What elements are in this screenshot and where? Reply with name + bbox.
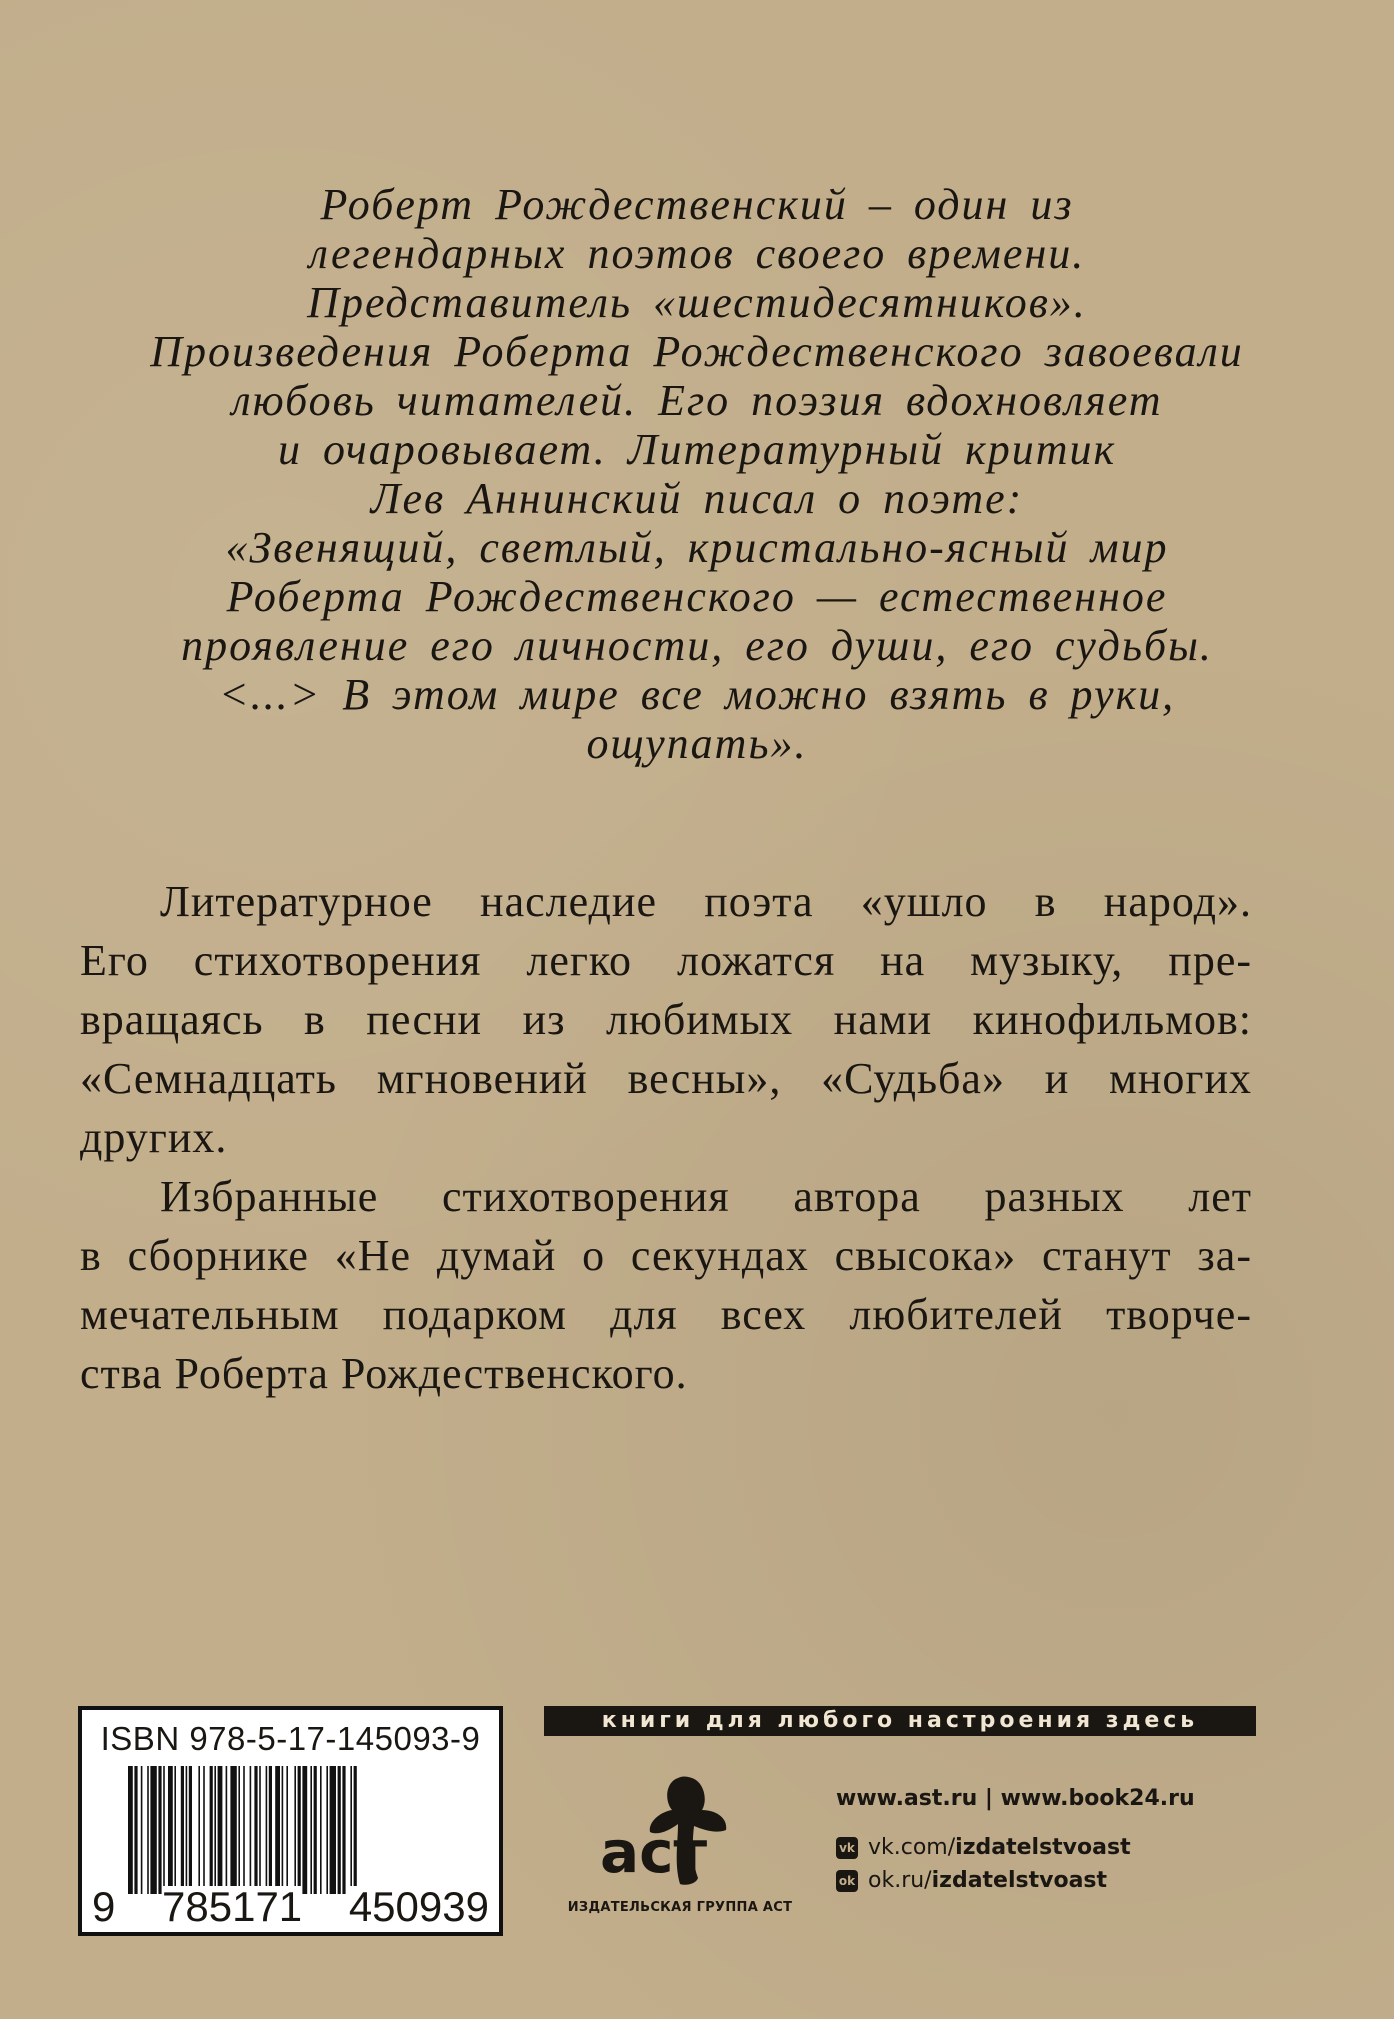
description-line: других. [80,1113,228,1162]
vk-icon: vk [836,1837,858,1859]
book-description [80,872,1252,1403]
quote-line: <...> В этом мире все можно взять в руки, [218,670,1176,719]
publisher-caption: ИЗДАТЕЛЬСКАЯ ГРУППА АСТ [567,1900,793,1915]
isbn-barcode [78,1706,503,1936]
logo-text: аст [600,1818,708,1886]
description-line: Его стихотворения легко ложатся на музыку, пре- [80,936,1252,985]
website-links[interactable]: www.ast.ru | www.book24.ru [836,1786,1195,1811]
description-line: Избранные стихотворения автора разных лет [160,1172,1252,1221]
barcode-digit-group: 9 [92,1883,116,1930]
tagline-banner: книги для любого настроения здесь [544,1706,1256,1736]
quote-line: легендарных поэтов своего времени. [308,229,1086,278]
quote-line: «Звенящий, светлый, кристально-ясный мир [225,523,1169,572]
vk-handle: izdatelstvoast [955,1835,1131,1860]
ok-handle: izdatelstvoast [931,1868,1108,1893]
author-quote [70,180,1324,768]
quote-line: и очаровывает. Литературный критик [277,425,1117,474]
ok-icon: ok [836,1870,858,1892]
quote-line: любовь читателей. Его поэзия вдохновляет [231,376,1163,425]
quote-line: Представитель «шестидесятников». [307,278,1087,327]
barcode-bars [128,1766,453,1894]
quote-line: проявление его личности, его души, его судьбы. [181,621,1213,670]
isbn-label: ISBN 978-5-17-145093-9 [100,1720,481,1757]
description-line: вращаясь в песни из любимых нами кинофильмов: [80,995,1252,1044]
barcode-digit-group: 450939 [348,1883,489,1930]
barcode-digits [92,1883,489,1930]
quote-line: Роберт Рождественский – один из [320,180,1074,229]
description-line: Литературное наследие поэта «ушло в народ». [160,877,1252,926]
description-line: «Семнадцать мгновений весны», «Судьба» и многих [80,1054,1252,1103]
vk-link[interactable] [836,1835,1131,1860]
quote-line: Лев Аннинский писал о поэте: [370,474,1024,523]
ok-link[interactable] [836,1868,1107,1893]
quote-line: Роберта Рождественского — естественное [226,572,1168,621]
description-line: ства Роберта Рождественского. [80,1349,688,1398]
ast-logo-icon [586,1772,756,1892]
barcode-digit-group: 785171 [162,1883,303,1930]
vk-prefix: vk.com/ [868,1835,956,1860]
description-line: мечательным подарком для всех любителей творче- [80,1290,1252,1339]
quote-line: Произведения Роберта Рождественского завоевали [150,327,1244,376]
description-line: в сборнике «Не думай о секундах свысока» станут за- [80,1231,1252,1280]
quote-line: ощупать». [586,719,808,768]
ok-prefix: ok.ru/ [868,1868,932,1893]
